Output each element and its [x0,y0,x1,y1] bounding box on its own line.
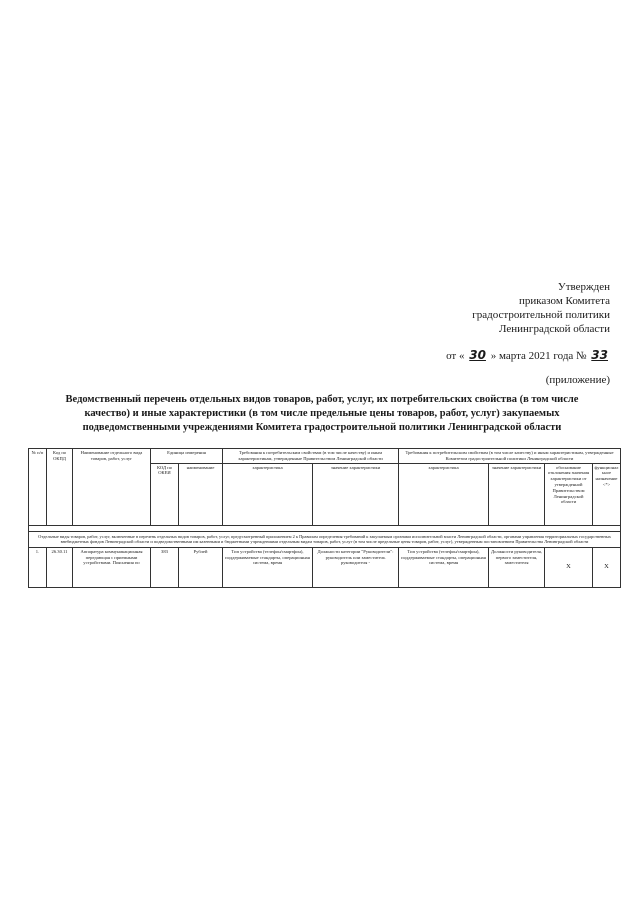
header-com-req: Требования к потребительским свойствам (в том числе качеству) и иным характеристикам, утвержденные Комитетом градостроительной политики Ленинградской области [399,449,621,464]
header-com-function: функциональное назначение <*> [593,463,621,525]
row-unit-name: Рублей [179,547,223,587]
row-gov-char: Тип устройства (телефон/смартфон), поддерживаемые стандарты, операционная система, время [223,547,313,587]
approval-line: Ленинградской области [499,323,610,335]
document-title: Ведомственный перечень отдельных видов товаров, работ, услуг, их потребительских свойства (в том числе качество) и иные характеристики (в том числе предельные цены товаров, работ, услуг) закупаемых подведомственными учреждениями Комитета градостроительной политики Ленинградской области [65,394,579,433]
header-unit: Единица измерения [151,449,223,464]
approval-line: приказом Комитета [518,295,610,307]
row-com-value: Должности руководителя, первого заместителя, заместителя [489,547,545,587]
header-gov-value: значение характеристики [313,463,399,525]
registry-table [28,448,621,588]
header-row [29,449,621,464]
handwritten-day: 30 [469,348,486,362]
row-num: 1. [29,547,47,587]
approval-date [420,348,610,363]
section-note: Отдельные виды товаров, работ, услуг, включенные в перечень отдельных видов товаров, работ, услуг, предусмотренный приложением 2 к Правилам определения требований к закупаемым органами исполнительной власти Ленинградской области, органами управления территориальных государственных внебюджетных фондов Ленинградской области и подведомственными им казенными и бюджетными учреждениями отдельным видам товаров, работ, услуг (в том числе предельные цены товаров, работ, услуг), утвержденным постановлением Правительства Ленинградской области [29,531,621,547]
header-com-char: характеристика [399,463,489,525]
row-com-char: Тип устройства (телефон/смартфон), поддерживаемые стандарты, операционная система, время [399,547,489,587]
approval-line: Утвержден [557,281,610,293]
header-num: № п/п [29,449,47,526]
header-com-deviation: обоснование отклонения значения характеристики от утвержденной Правительством Ленинградской области [545,463,593,525]
header-okpd: Код по ОКПД [47,449,73,526]
date-prefix: от « [446,350,465,362]
row-com-deviation: X [545,547,593,587]
approval-block [420,280,610,387]
row-okpd: 26.30.11 [47,547,73,587]
row-gov-value: Должности категории "Руководители": руководитель или заместитель руководителя - [313,547,399,587]
header-com-value: значение характеристики [489,463,545,525]
row-com-function: X [593,547,621,587]
section-note-row [29,531,621,547]
header-unit-name: наименование [179,463,223,525]
header-name: Наименование отдельного вида товаров, работ, услуг [73,449,151,526]
appendix-label: (приложение) [545,374,610,386]
row-unit-code: 383 [151,547,179,587]
table-row [29,547,621,587]
date-middle: » марта 2021 года № [490,350,587,362]
approval-line: градостроительной политики [472,309,610,321]
header-unit-code: КОД по ОКЕИ [151,463,179,525]
header-gov-char: характеристика [223,463,313,525]
handwritten-number: 33 [591,348,608,362]
header-gov-req: Требования к потребительским свойствам (в том числе качеству) и иным характеристикам, утвержденные Правительством Ленинградской области [223,449,399,464]
row-name: Аппаратура коммуникационная передающая с приемными устройствами. Пояснения по [73,547,151,587]
